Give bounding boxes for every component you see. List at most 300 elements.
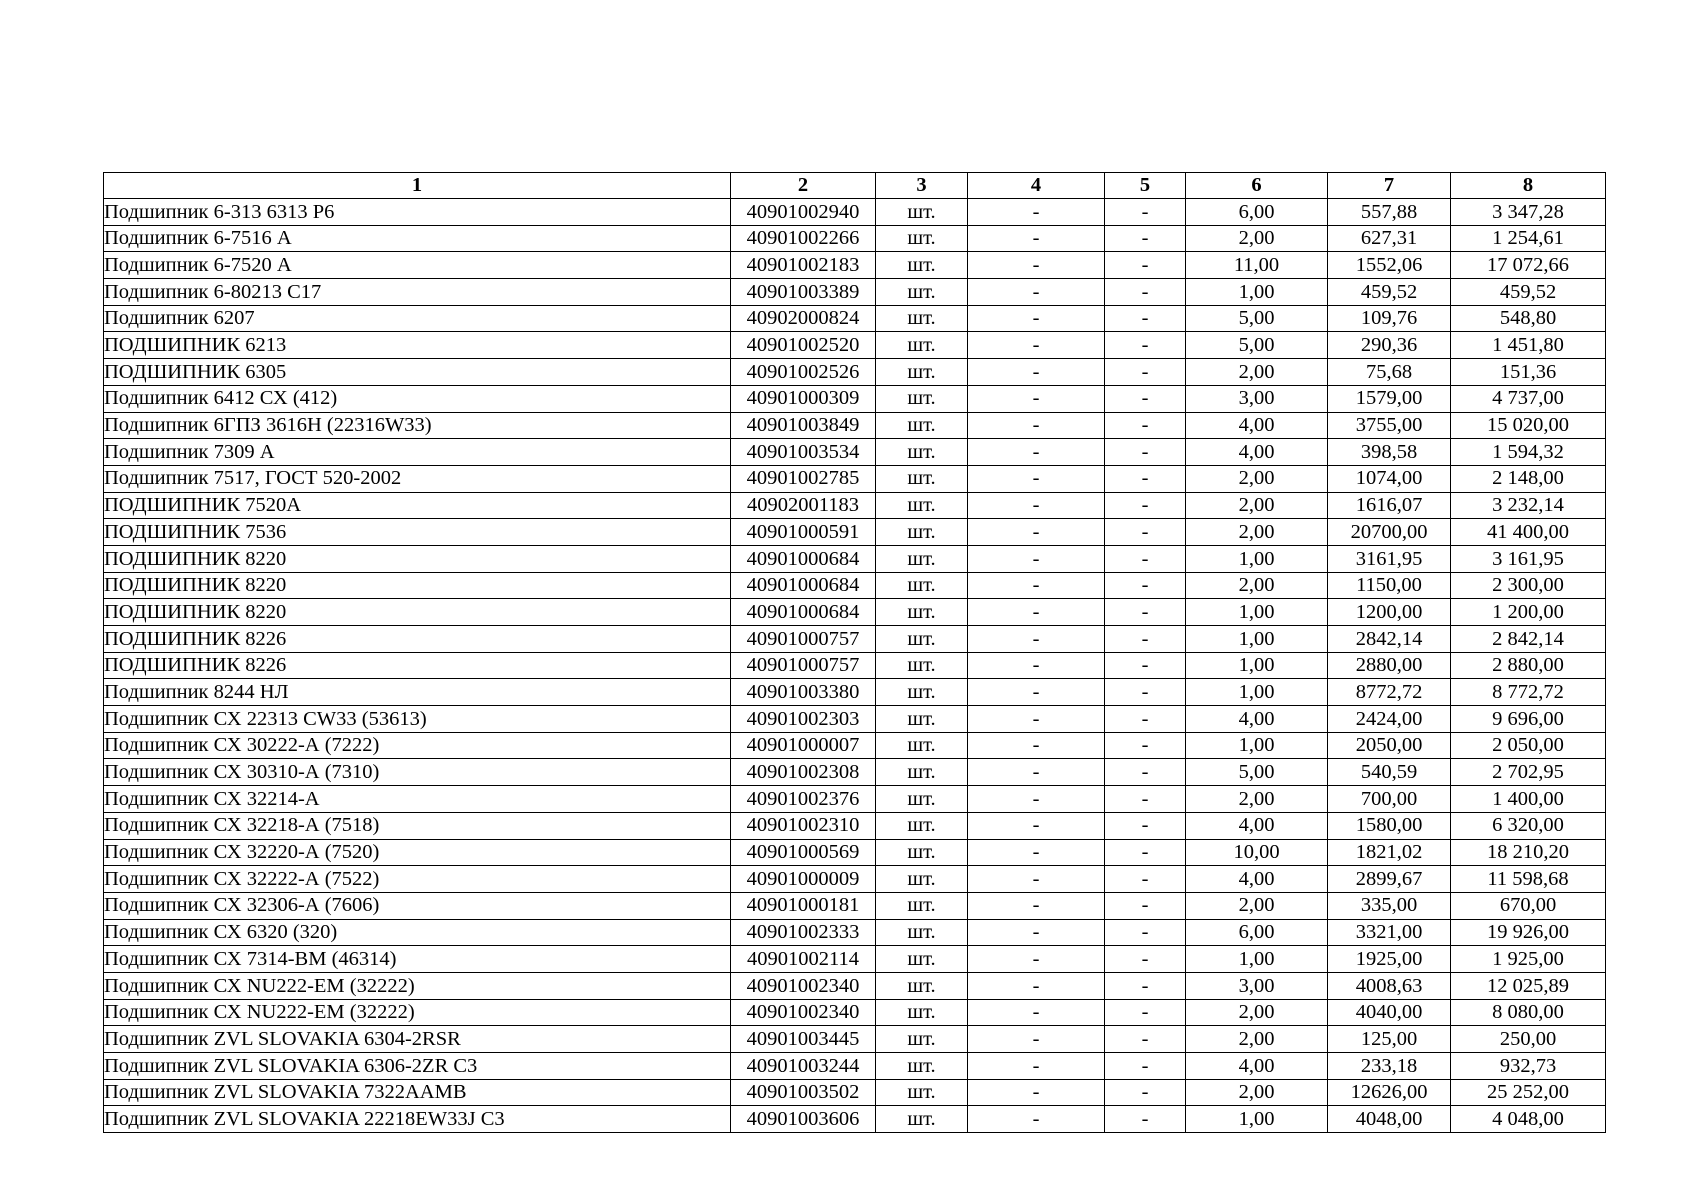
table-row <box>104 1053 1606 1080</box>
item-code-cell: 40901000181 <box>731 892 876 919</box>
table-row <box>104 946 1606 973</box>
table-row <box>104 252 1606 279</box>
unit-cell: шт. <box>876 866 968 893</box>
quantity-cell: 4,00 <box>1186 1053 1328 1080</box>
item-code-cell: 40902001183 <box>731 492 876 519</box>
table-row <box>104 1106 1606 1133</box>
unit-cell: шт. <box>876 839 968 866</box>
item-code-cell: 40901002310 <box>731 812 876 839</box>
item-code-cell: 40901002376 <box>731 786 876 813</box>
item-name-cell: Подшипник СХ 32214-А <box>104 786 731 813</box>
item-name-cell: ПОДШИПНИК 8220 <box>104 572 731 599</box>
price-cell: 109,76 <box>1328 305 1451 332</box>
amount-cell: 11 598,68 <box>1451 866 1606 893</box>
item-name-cell: Подшипник СХ 6320 (320) <box>104 919 731 946</box>
price-cell: 1579,00 <box>1328 385 1451 412</box>
column-4-cell: - <box>968 679 1105 706</box>
column-5-cell: - <box>1105 892 1186 919</box>
amount-cell: 2 050,00 <box>1451 732 1606 759</box>
column-5-cell: - <box>1105 199 1186 226</box>
unit-cell: шт. <box>876 252 968 279</box>
column-4-cell: - <box>968 919 1105 946</box>
quantity-cell: 5,00 <box>1186 759 1328 786</box>
amount-cell: 250,00 <box>1451 1026 1606 1053</box>
amount-cell: 6 320,00 <box>1451 812 1606 839</box>
unit-cell: шт. <box>876 652 968 679</box>
price-cell: 557,88 <box>1328 199 1451 226</box>
item-code-cell: 40901002785 <box>731 465 876 492</box>
item-name-cell: Подшипник СХ NU222-ЕМ (32222) <box>104 999 731 1026</box>
amount-cell: 932,73 <box>1451 1053 1606 1080</box>
quantity-cell: 1,00 <box>1186 599 1328 626</box>
quantity-cell: 1,00 <box>1186 1106 1328 1133</box>
column-5-cell: - <box>1105 839 1186 866</box>
column-5-cell: - <box>1105 279 1186 306</box>
column-4-cell: - <box>968 706 1105 733</box>
unit-cell: шт. <box>876 305 968 332</box>
item-code-cell: 40901003606 <box>731 1106 876 1133</box>
table-row <box>104 1079 1606 1106</box>
unit-cell: шт. <box>876 759 968 786</box>
item-code-cell: 40901000684 <box>731 545 876 572</box>
price-cell: 233,18 <box>1328 1053 1451 1080</box>
price-cell: 1580,00 <box>1328 812 1451 839</box>
item-name-cell: Подшипник СХ NU222-ЕМ (32222) <box>104 972 731 999</box>
item-code-cell: 40901002940 <box>731 199 876 226</box>
item-name-cell: Подшипник СХ 22313 CW33 (53613) <box>104 706 731 733</box>
price-cell: 1200,00 <box>1328 599 1451 626</box>
table-row <box>104 706 1606 733</box>
amount-cell: 3 161,95 <box>1451 545 1606 572</box>
table-row <box>104 332 1606 359</box>
price-cell: 1552,06 <box>1328 252 1451 279</box>
price-cell: 1616,07 <box>1328 492 1451 519</box>
table-row <box>104 279 1606 306</box>
quantity-cell: 1,00 <box>1186 652 1328 679</box>
table-row <box>104 1026 1606 1053</box>
table-row <box>104 626 1606 653</box>
item-code-cell: 40901002266 <box>731 225 876 252</box>
column-5-cell: - <box>1105 652 1186 679</box>
price-cell: 1925,00 <box>1328 946 1451 973</box>
unit-cell: шт. <box>876 1106 968 1133</box>
item-name-cell: Подшипник ZVL SLOVAKIA 6306-2ZR C3 <box>104 1053 731 1080</box>
item-code-cell: 40901003244 <box>731 1053 876 1080</box>
unit-cell: шт. <box>876 786 968 813</box>
quantity-cell: 2,00 <box>1186 572 1328 599</box>
column-4-cell: - <box>968 812 1105 839</box>
document-page <box>103 172 1605 1133</box>
column-5-cell: - <box>1105 679 1186 706</box>
amount-cell: 18 210,20 <box>1451 839 1606 866</box>
column-4-cell: - <box>968 839 1105 866</box>
unit-cell: шт. <box>876 412 968 439</box>
item-code-cell: 40901003502 <box>731 1079 876 1106</box>
unit-cell: шт. <box>876 279 968 306</box>
unit-cell: шт. <box>876 679 968 706</box>
column-4-cell: - <box>968 412 1105 439</box>
column-4-cell: - <box>968 572 1105 599</box>
column-5-cell: - <box>1105 626 1186 653</box>
column-4-cell: - <box>968 359 1105 386</box>
amount-cell: 3 347,28 <box>1451 199 1606 226</box>
quantity-cell: 3,00 <box>1186 972 1328 999</box>
price-cell: 335,00 <box>1328 892 1451 919</box>
item-name-cell: Подшипник СХ 30222-А (7222) <box>104 732 731 759</box>
amount-cell: 8 080,00 <box>1451 999 1606 1026</box>
price-cell: 4008,63 <box>1328 972 1451 999</box>
table-row <box>104 359 1606 386</box>
amount-cell: 19 926,00 <box>1451 919 1606 946</box>
unit-cell: шт. <box>876 199 968 226</box>
price-cell: 2842,14 <box>1328 626 1451 653</box>
item-code-cell: 40901002340 <box>731 999 876 1026</box>
amount-cell: 15 020,00 <box>1451 412 1606 439</box>
item-name-cell: Подшипник СХ 32218-А (7518) <box>104 812 731 839</box>
item-name-cell: Подшипник 6-7516 А <box>104 225 731 252</box>
table-row <box>104 652 1606 679</box>
unit-cell: шт. <box>876 599 968 626</box>
quantity-cell: 6,00 <box>1186 919 1328 946</box>
item-name-cell: ПОДШИПНИК 8226 <box>104 626 731 653</box>
column-header-3: 3 <box>876 173 968 199</box>
table-row <box>104 439 1606 466</box>
price-cell: 3161,95 <box>1328 545 1451 572</box>
column-4-cell: - <box>968 439 1105 466</box>
column-5-cell: - <box>1105 706 1186 733</box>
column-header-8: 8 <box>1451 173 1606 199</box>
item-name-cell: Подшипник 6-80213 С17 <box>104 279 731 306</box>
price-cell: 4040,00 <box>1328 999 1451 1026</box>
table-row <box>104 839 1606 866</box>
column-4-cell: - <box>968 999 1105 1026</box>
column-header-1: 1 <box>104 173 731 199</box>
item-code-cell: 40901002114 <box>731 946 876 973</box>
table-row <box>104 412 1606 439</box>
unit-cell: шт. <box>876 892 968 919</box>
price-cell: 627,31 <box>1328 225 1451 252</box>
table-row <box>104 732 1606 759</box>
column-4-cell: - <box>968 599 1105 626</box>
item-code-cell: 40901002526 <box>731 359 876 386</box>
amount-cell: 2 880,00 <box>1451 652 1606 679</box>
price-cell: 3321,00 <box>1328 919 1451 946</box>
column-5-cell: - <box>1105 1079 1186 1106</box>
item-code-cell: 40901002308 <box>731 759 876 786</box>
item-code-cell: 40901003534 <box>731 439 876 466</box>
amount-cell: 41 400,00 <box>1451 519 1606 546</box>
quantity-cell: 2,00 <box>1186 786 1328 813</box>
quantity-cell: 1,00 <box>1186 545 1328 572</box>
column-5-cell: - <box>1105 492 1186 519</box>
quantity-cell: 2,00 <box>1186 225 1328 252</box>
unit-cell: шт. <box>876 545 968 572</box>
unit-cell: шт. <box>876 626 968 653</box>
column-5-cell: - <box>1105 732 1186 759</box>
column-5-cell: - <box>1105 439 1186 466</box>
column-4-cell: - <box>968 1053 1105 1080</box>
price-cell: 12626,00 <box>1328 1079 1451 1106</box>
quantity-cell: 2,00 <box>1186 465 1328 492</box>
item-name-cell: Подшипник СХ 30310-А (7310) <box>104 759 731 786</box>
column-5-cell: - <box>1105 359 1186 386</box>
item-code-cell: 40901000591 <box>731 519 876 546</box>
column-5-cell: - <box>1105 919 1186 946</box>
column-5-cell: - <box>1105 465 1186 492</box>
column-5-cell: - <box>1105 759 1186 786</box>
column-4-cell: - <box>968 225 1105 252</box>
item-name-cell: Подшипник ZVL SLOVAKIA 7322AAMB <box>104 1079 731 1106</box>
item-name-cell: ПОДШИПНИК 7536 <box>104 519 731 546</box>
column-5-cell: - <box>1105 1053 1186 1080</box>
column-5-cell: - <box>1105 572 1186 599</box>
amount-cell: 151,36 <box>1451 359 1606 386</box>
item-name-cell: ПОДШИПНИК 6213 <box>104 332 731 359</box>
item-code-cell: 40902000824 <box>731 305 876 332</box>
unit-cell: шт. <box>876 1053 968 1080</box>
item-code-cell: 40901000007 <box>731 732 876 759</box>
column-5-cell: - <box>1105 412 1186 439</box>
column-4-cell: - <box>968 545 1105 572</box>
column-5-cell: - <box>1105 1106 1186 1133</box>
unit-cell: шт. <box>876 1026 968 1053</box>
amount-cell: 1 594,32 <box>1451 439 1606 466</box>
item-code-cell: 40901000569 <box>731 839 876 866</box>
quantity-cell: 2,00 <box>1186 999 1328 1026</box>
column-4-cell: - <box>968 385 1105 412</box>
price-cell: 2880,00 <box>1328 652 1451 679</box>
column-5-cell: - <box>1105 519 1186 546</box>
column-4-cell: - <box>968 1079 1105 1106</box>
item-code-cell: 40901000309 <box>731 385 876 412</box>
item-code-cell: 40901000757 <box>731 626 876 653</box>
amount-cell: 670,00 <box>1451 892 1606 919</box>
price-cell: 1150,00 <box>1328 572 1451 599</box>
price-cell: 398,58 <box>1328 439 1451 466</box>
column-5-cell: - <box>1105 999 1186 1026</box>
column-5-cell: - <box>1105 946 1186 973</box>
table-row <box>104 385 1606 412</box>
column-4-cell: - <box>968 866 1105 893</box>
amount-cell: 9 696,00 <box>1451 706 1606 733</box>
table-row <box>104 892 1606 919</box>
table-row <box>104 599 1606 626</box>
item-name-cell: Подшипник СХ 32306-А (7606) <box>104 892 731 919</box>
column-4-cell: - <box>968 892 1105 919</box>
item-name-cell: Подшипник 7309 А <box>104 439 731 466</box>
amount-cell: 2 300,00 <box>1451 572 1606 599</box>
item-code-cell: 40901000009 <box>731 866 876 893</box>
item-name-cell: Подшипник 6207 <box>104 305 731 332</box>
table-row <box>104 812 1606 839</box>
item-code-cell: 40901002520 <box>731 332 876 359</box>
table-row <box>104 786 1606 813</box>
item-name-cell: ПОДШИПНИК 8220 <box>104 545 731 572</box>
table-row <box>104 919 1606 946</box>
quantity-cell: 1,00 <box>1186 626 1328 653</box>
item-name-cell: Подшипник 7517, ГОСТ 520-2002 <box>104 465 731 492</box>
quantity-cell: 3,00 <box>1186 385 1328 412</box>
unit-cell: шт. <box>876 812 968 839</box>
column-5-cell: - <box>1105 385 1186 412</box>
price-cell: 1821,02 <box>1328 839 1451 866</box>
column-5-cell: - <box>1105 332 1186 359</box>
item-code-cell: 40901003389 <box>731 279 876 306</box>
quantity-cell: 2,00 <box>1186 519 1328 546</box>
column-4-cell: - <box>968 252 1105 279</box>
price-cell: 700,00 <box>1328 786 1451 813</box>
amount-cell: 3 232,14 <box>1451 492 1606 519</box>
unit-cell: шт. <box>876 332 968 359</box>
unit-cell: шт. <box>876 732 968 759</box>
unit-cell: шт. <box>876 465 968 492</box>
price-cell: 125,00 <box>1328 1026 1451 1053</box>
unit-cell: шт. <box>876 439 968 466</box>
item-code-cell: 40901002183 <box>731 252 876 279</box>
quantity-cell: 2,00 <box>1186 492 1328 519</box>
column-5-cell: - <box>1105 972 1186 999</box>
column-5-cell: - <box>1105 545 1186 572</box>
quantity-cell: 5,00 <box>1186 305 1328 332</box>
column-4-cell: - <box>968 626 1105 653</box>
item-code-cell: 40901000757 <box>731 652 876 679</box>
item-name-cell: Подшипник СХ 7314-ВМ (46314) <box>104 946 731 973</box>
amount-cell: 17 072,66 <box>1451 252 1606 279</box>
amount-cell: 1 925,00 <box>1451 946 1606 973</box>
item-code-cell: 40901003849 <box>731 412 876 439</box>
column-4-cell: - <box>968 732 1105 759</box>
price-cell: 2050,00 <box>1328 732 1451 759</box>
column-header-4: 4 <box>968 173 1105 199</box>
item-name-cell: Подшипник СХ 32222-А (7522) <box>104 866 731 893</box>
column-4-cell: - <box>968 1106 1105 1133</box>
item-code-cell: 40901000684 <box>731 572 876 599</box>
quantity-cell: 4,00 <box>1186 812 1328 839</box>
table-row <box>104 305 1606 332</box>
column-5-cell: - <box>1105 866 1186 893</box>
item-name-cell: Подшипник 6-7520 А <box>104 252 731 279</box>
column-4-cell: - <box>968 332 1105 359</box>
item-name-cell: Подшипник 6-313 6313 Р6 <box>104 199 731 226</box>
unit-cell: шт. <box>876 1079 968 1106</box>
quantity-cell: 4,00 <box>1186 866 1328 893</box>
unit-cell: шт. <box>876 946 968 973</box>
column-4-cell: - <box>968 519 1105 546</box>
quantity-cell: 1,00 <box>1186 679 1328 706</box>
price-cell: 20700,00 <box>1328 519 1451 546</box>
table-row <box>104 999 1606 1026</box>
item-code-cell: 40901002333 <box>731 919 876 946</box>
column-4-cell: - <box>968 946 1105 973</box>
column-4-cell: - <box>968 199 1105 226</box>
price-cell: 2899,67 <box>1328 866 1451 893</box>
quantity-cell: 11,00 <box>1186 252 1328 279</box>
column-5-cell: - <box>1105 225 1186 252</box>
amount-cell: 25 252,00 <box>1451 1079 1606 1106</box>
column-header-5: 5 <box>1105 173 1186 199</box>
amount-cell: 8 772,72 <box>1451 679 1606 706</box>
quantity-cell: 4,00 <box>1186 412 1328 439</box>
item-name-cell: Подшипник ZVL SLOVAKIA 22218EW33J C3 <box>104 1106 731 1133</box>
amount-cell: 12 025,89 <box>1451 972 1606 999</box>
price-cell: 1074,00 <box>1328 465 1451 492</box>
column-4-cell: - <box>968 305 1105 332</box>
column-4-cell: - <box>968 759 1105 786</box>
item-name-cell: ПОДШИПНИК 7520А <box>104 492 731 519</box>
unit-cell: шт. <box>876 225 968 252</box>
table-row <box>104 679 1606 706</box>
quantity-cell: 1,00 <box>1186 732 1328 759</box>
price-cell: 2424,00 <box>1328 706 1451 733</box>
item-name-cell: ПОДШИПНИК 6305 <box>104 359 731 386</box>
unit-cell: шт. <box>876 706 968 733</box>
table-header-row <box>104 173 1606 199</box>
table-row <box>104 972 1606 999</box>
column-5-cell: - <box>1105 786 1186 813</box>
column-4-cell: - <box>968 972 1105 999</box>
amount-cell: 4 737,00 <box>1451 385 1606 412</box>
quantity-cell: 5,00 <box>1186 332 1328 359</box>
quantity-cell: 4,00 <box>1186 706 1328 733</box>
table-row <box>104 572 1606 599</box>
item-name-cell: Подшипник СХ 32220-А (7520) <box>104 839 731 866</box>
table-body <box>104 199 1606 1133</box>
item-name-cell: ПОДШИПНИК 8226 <box>104 652 731 679</box>
column-5-cell: - <box>1105 252 1186 279</box>
amount-cell: 548,80 <box>1451 305 1606 332</box>
column-5-cell: - <box>1105 599 1186 626</box>
price-cell: 3755,00 <box>1328 412 1451 439</box>
unit-cell: шт. <box>876 919 968 946</box>
column-5-cell: - <box>1105 305 1186 332</box>
price-cell: 459,52 <box>1328 279 1451 306</box>
quantity-cell: 1,00 <box>1186 946 1328 973</box>
column-header-7: 7 <box>1328 173 1451 199</box>
column-4-cell: - <box>968 1026 1105 1053</box>
price-cell: 540,59 <box>1328 759 1451 786</box>
bearings-table <box>103 172 1606 1133</box>
item-name-cell: Подшипник 6ГПЗ 3616Н (22316W33) <box>104 412 731 439</box>
price-cell: 4048,00 <box>1328 1106 1451 1133</box>
unit-cell: шт. <box>876 972 968 999</box>
column-4-cell: - <box>968 652 1105 679</box>
table-row <box>104 545 1606 572</box>
column-4-cell: - <box>968 492 1105 519</box>
quantity-cell: 1,00 <box>1186 279 1328 306</box>
amount-cell: 459,52 <box>1451 279 1606 306</box>
unit-cell: шт. <box>876 519 968 546</box>
quantity-cell: 2,00 <box>1186 1079 1328 1106</box>
column-4-cell: - <box>968 279 1105 306</box>
item-name-cell: Подшипник 6412 СХ (412) <box>104 385 731 412</box>
amount-cell: 1 254,61 <box>1451 225 1606 252</box>
table-row <box>104 519 1606 546</box>
table-row <box>104 225 1606 252</box>
column-4-cell: - <box>968 786 1105 813</box>
table-row <box>104 759 1606 786</box>
quantity-cell: 6,00 <box>1186 199 1328 226</box>
amount-cell: 2 842,14 <box>1451 626 1606 653</box>
unit-cell: шт. <box>876 999 968 1026</box>
unit-cell: шт. <box>876 385 968 412</box>
column-5-cell: - <box>1105 812 1186 839</box>
item-code-cell: 40901003380 <box>731 679 876 706</box>
unit-cell: шт. <box>876 492 968 519</box>
item-code-cell: 40901002303 <box>731 706 876 733</box>
amount-cell: 2 702,95 <box>1451 759 1606 786</box>
quantity-cell: 2,00 <box>1186 1026 1328 1053</box>
amount-cell: 1 400,00 <box>1451 786 1606 813</box>
